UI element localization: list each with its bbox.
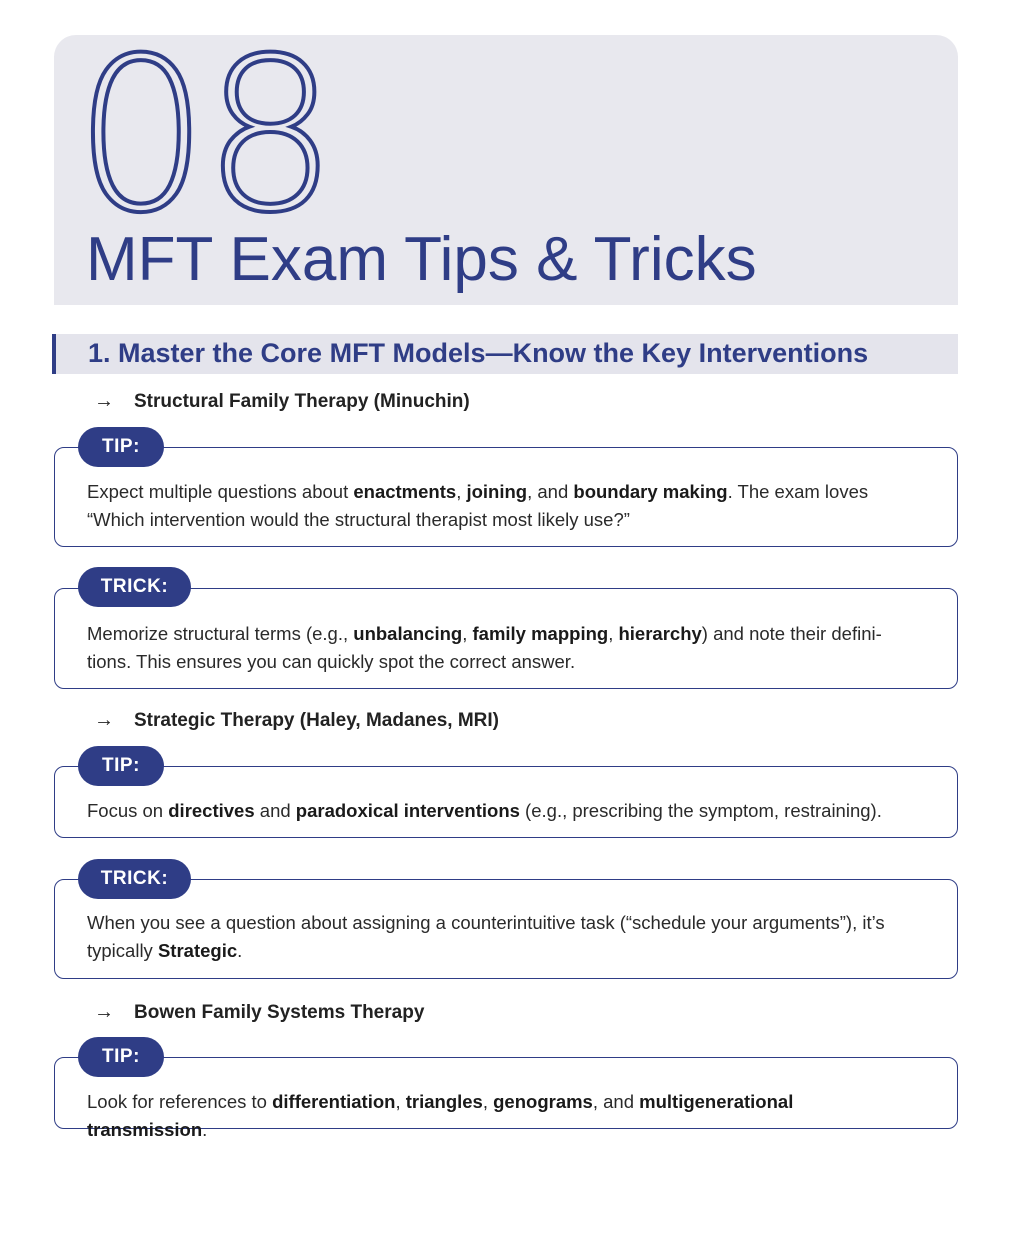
model-heading	[94, 1001, 424, 1024]
section-heading	[52, 334, 958, 374]
model-name: Strategic Therapy (Haley, Madanes, MRI)	[134, 709, 499, 731]
model-name: Structural Family Therapy (Minuchin)	[134, 390, 470, 412]
arrow-right-icon: →	[94, 709, 114, 731]
tip-label: TIP:	[78, 746, 164, 786]
tip-text: Expect multiple questions about enactments, joining, and boundary making. The exam loves “Which intervention would the structural therapist most likely use?”	[87, 481, 869, 530]
tip-label: TIP:	[78, 1037, 164, 1077]
chapter-title: MFT Exam Tips & Tricks	[86, 225, 757, 294]
trick-box	[54, 879, 958, 979]
trick-label: TRICK:	[78, 859, 191, 899]
tip-box	[54, 766, 958, 838]
trick-box	[54, 588, 958, 689]
section-heading-text: 1. Master the Core MFT Models—Know the Key Interventions	[88, 338, 869, 368]
tip-box	[54, 447, 958, 547]
model-name: Bowen Family Systems Therapy	[134, 1001, 425, 1023]
arrow-right-icon: →	[94, 1001, 114, 1023]
tip-label: TIP:	[78, 427, 164, 467]
model-heading	[94, 709, 499, 732]
model-heading	[94, 390, 470, 413]
trick-label: TRICK:	[78, 567, 191, 607]
tip-text: Look for references to differentiation, triangles, genograms, and multigenerational transmission.	[87, 1091, 794, 1140]
tip-text: Focus on directives and paradoxical interventions (e.g., prescribing the symptom, restraining).	[87, 800, 882, 821]
tip-box	[54, 1057, 958, 1140]
chapter-number: 08	[74, 12, 332, 259]
trick-text: When you see a question about assigning a counterintuitive task (“schedule your arguments”), it’s typically Strategic.	[87, 912, 885, 961]
arrow-right-icon: →	[94, 390, 114, 412]
trick-text: Memorize structural terms (e.g., unbalancing, family mapping, hierarchy) and note their defini-tions. This ensures you can quickly spot the correct answer.	[87, 623, 882, 672]
